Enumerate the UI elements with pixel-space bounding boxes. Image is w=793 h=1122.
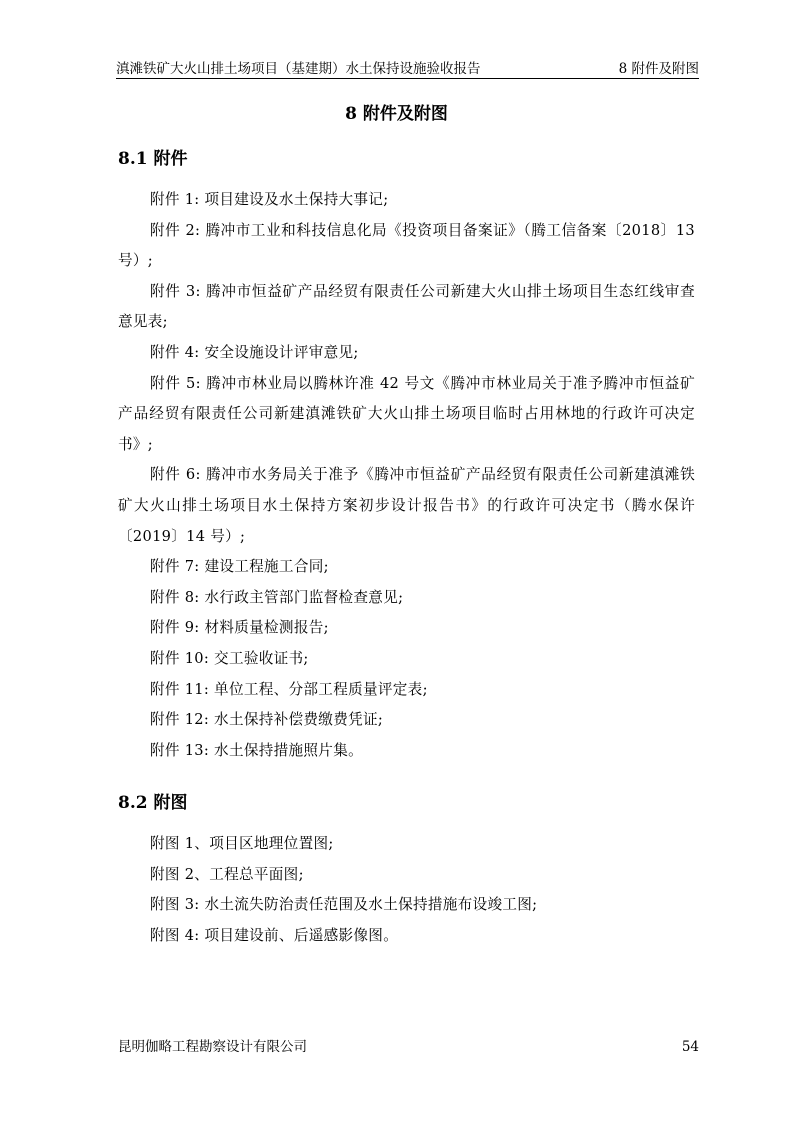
header-divider bbox=[116, 78, 699, 79]
list-item: 附件 9: 材料质量检测报告; bbox=[150, 619, 329, 637]
header-chapter-title: 8 附件及附图 bbox=[618, 61, 699, 77]
footer-company-name: 昆明伽略工程勘察设计有限公司 bbox=[118, 1039, 307, 1055]
list-item: 附件 1: 项目建设及水土保持大事记; bbox=[150, 191, 389, 208]
list-item: 附件 6: 腾冲市水务局关于准予《腾冲市恒益矿产品经贸有限责任公司新建滇滩铁矿大火山排土场项目水土保持方案初步设计报告书》的行政许可决定书（腾水保许〔2019〕14 号）; bbox=[118, 466, 695, 545]
section-heading-figures: 8.2 附图 bbox=[118, 793, 188, 813]
list-item: 附图 4: 项目建设前、后遥感影像图。 bbox=[150, 926, 399, 944]
list-item: 附图 3: 水土流失防治责任范围及水土保持措施布设竣工图; bbox=[150, 896, 538, 914]
page-header bbox=[116, 56, 699, 78]
list-item: 附件 2: 腾冲市工业和科技信息化局《投资项目备案证》（腾工信备案〔2018〕13 号）; bbox=[118, 221, 695, 270]
page-footer bbox=[118, 1038, 699, 1056]
figures-list bbox=[118, 829, 695, 951]
header-report-title: 滇滩铁矿大火山排土场项目（基建期）水土保持设施验收报告 bbox=[116, 61, 481, 77]
list-item: 附件 7: 建设工程施工合同; bbox=[150, 558, 329, 576]
list-item: 附件 8: 水行政主管部门监督检查意见; bbox=[150, 588, 404, 606]
list-item: 附件 10: 交工验收证书; bbox=[150, 649, 309, 667]
section-heading-attachments: 8.1 附件 bbox=[118, 149, 188, 169]
list-item: 附件 5: 腾冲市林业局以腾林许准 42 号文《腾冲市林业局关于准予腾冲市恒益矿产品经贸有限责任公司新建滇滩铁矿大火山排土场项目临时占用林地的行政许可决定书》; bbox=[118, 374, 695, 453]
attachments-list bbox=[118, 185, 695, 766]
page-title: 8 附件及附图 bbox=[345, 104, 448, 124]
list-item: 附图 1、项目区地理位置图; bbox=[150, 835, 334, 852]
list-item: 附件 3: 腾冲市恒益矿产品经贸有限责任公司新建大火山排土场项目生态红线审查意见表; bbox=[118, 282, 695, 331]
page-number: 54 bbox=[681, 1039, 699, 1055]
list-item: 附件 12: 水土保持补偿费缴费凭证; bbox=[150, 711, 384, 729]
list-item: 附件 4: 安全设施设计评审意见; bbox=[150, 343, 359, 361]
list-item: 附件 13: 水土保持措施照片集。 bbox=[150, 741, 363, 759]
list-item: 附件 11: 单位工程、分部工程质量评定表; bbox=[150, 680, 428, 698]
list-item: 附图 2、工程总平面图; bbox=[150, 865, 304, 883]
